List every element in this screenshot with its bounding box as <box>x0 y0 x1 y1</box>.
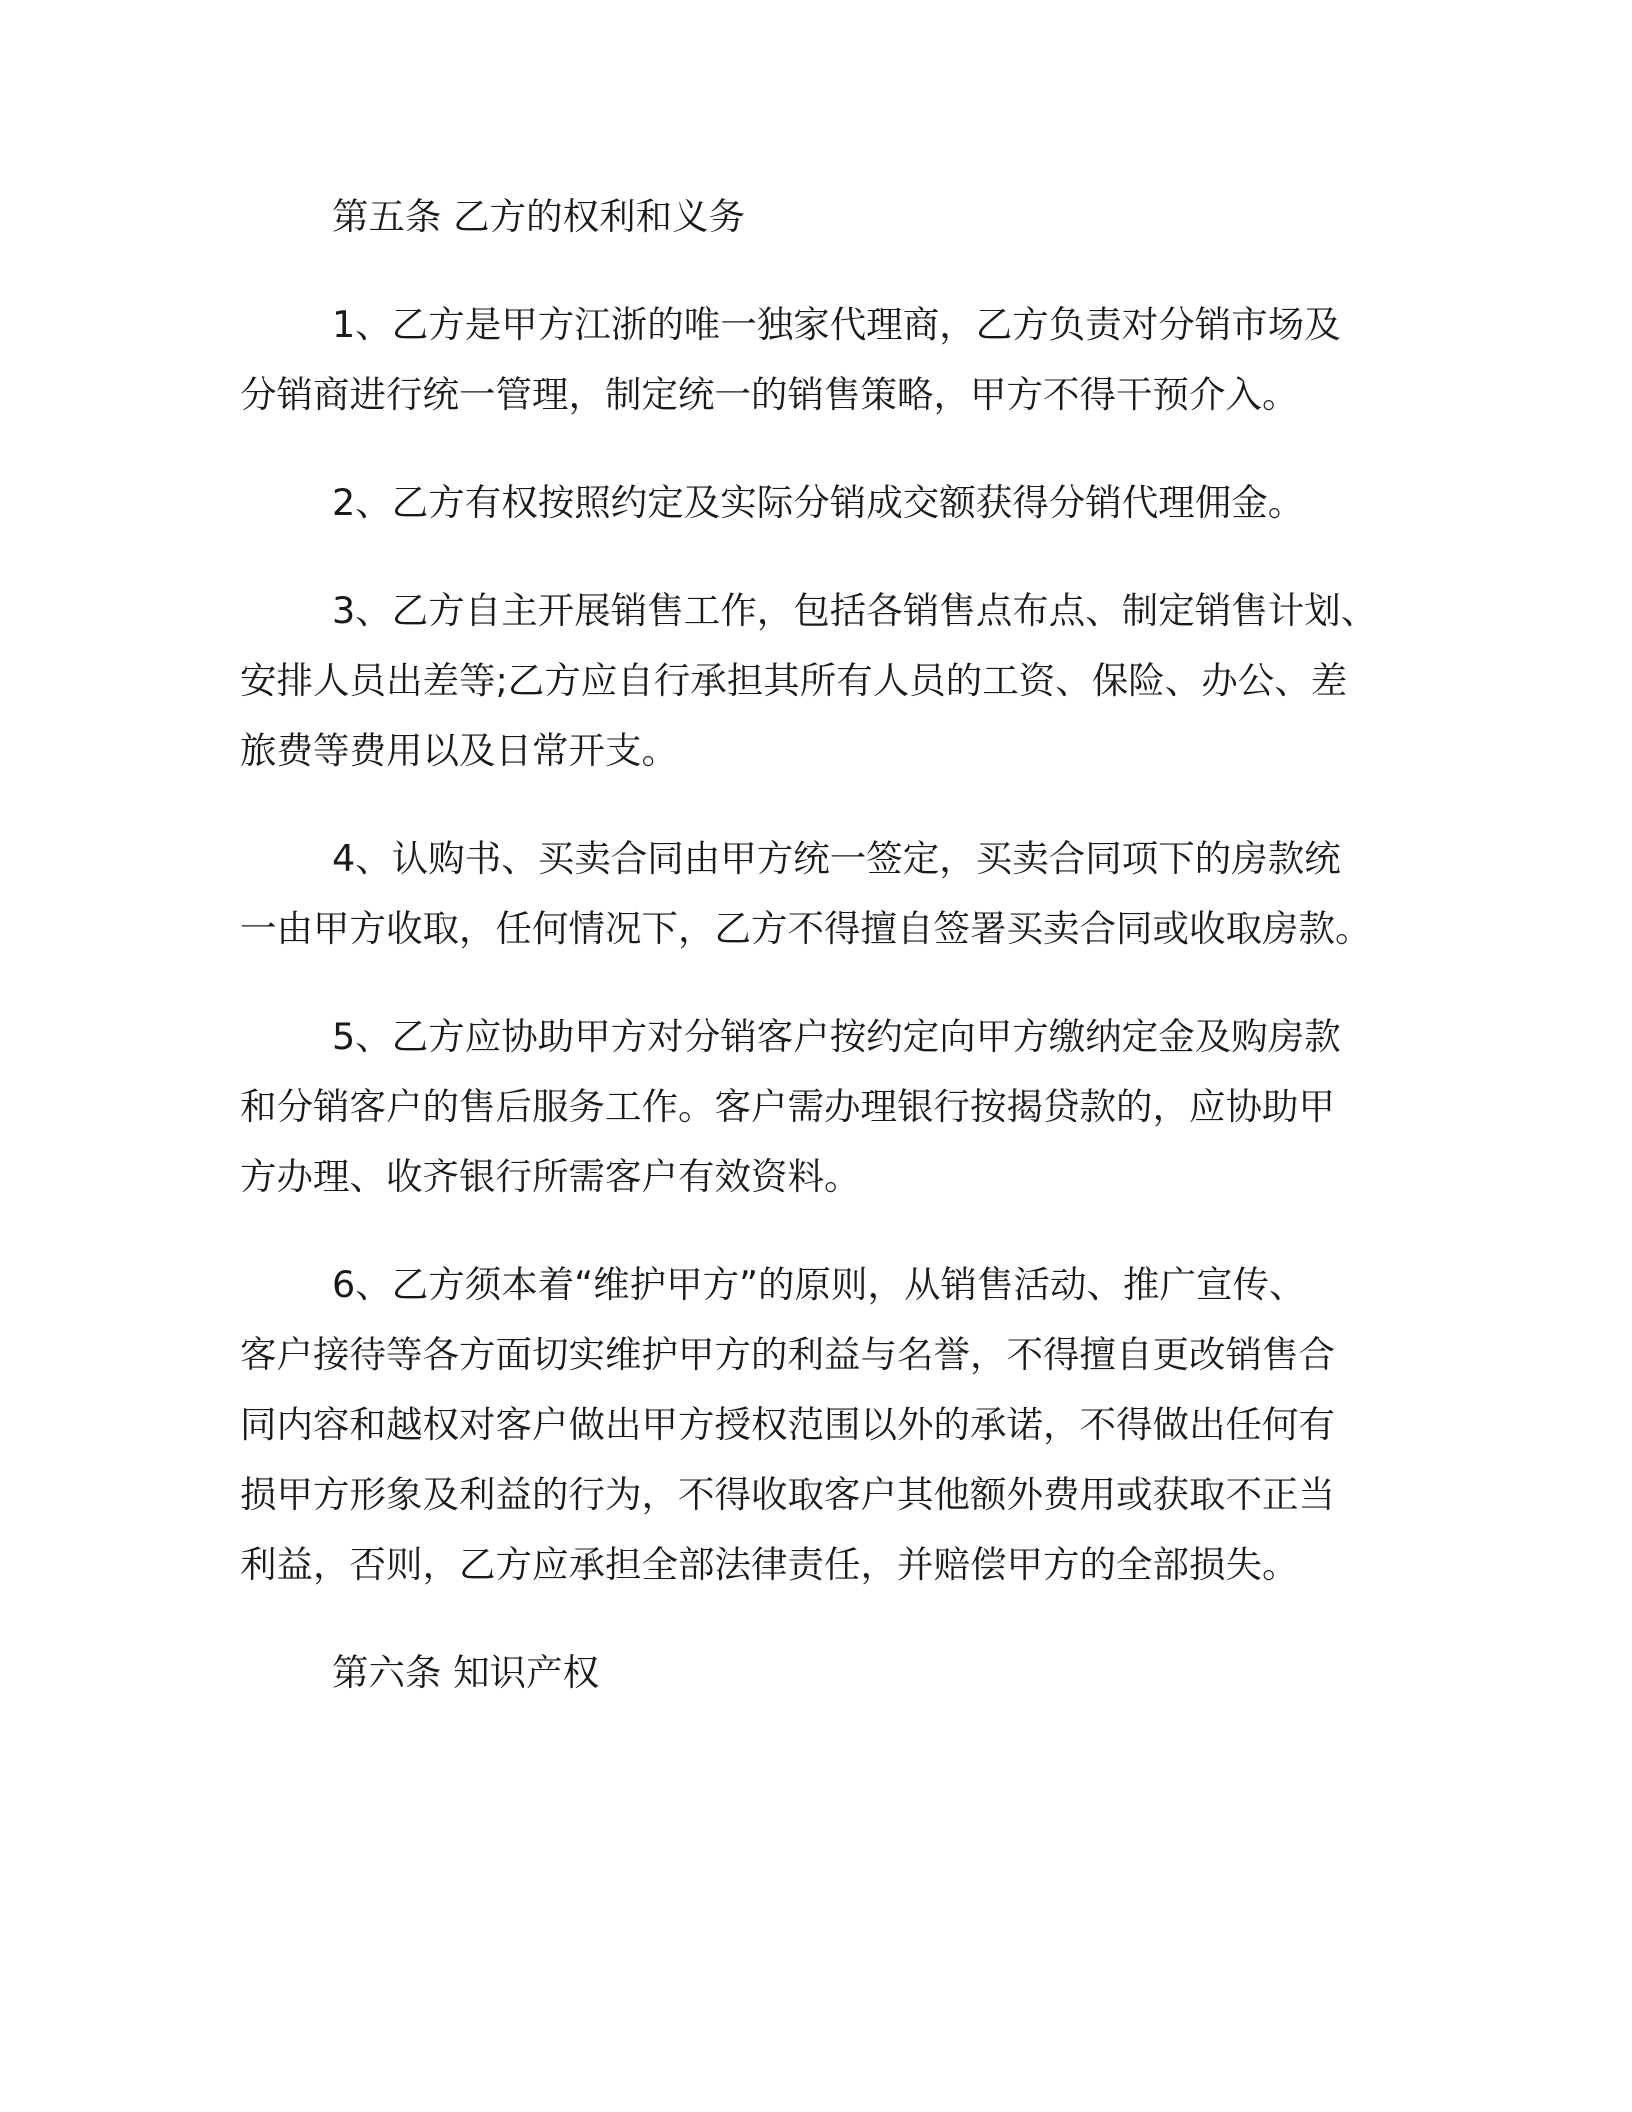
clause-text-line: 旅费等费用以及日常开支。 <box>240 729 678 772</box>
clause-text-line: 和分销客户的售后服务工作。客户需办理银行按揭贷款的，应协助甲 <box>240 1085 1335 1128</box>
clause-text-line: 6、乙方须本着“维护甲方”的原则，从销售活动、推广宣传、 <box>332 1263 1306 1306</box>
section-heading-6: 第六条 知识产权 <box>332 1651 600 1694</box>
clause-4 <box>240 824 1390 964</box>
clause-5 <box>240 1002 1390 1212</box>
clause-text-line: 5、乙方应协助甲方对分销客户按约定向甲方缴纳定金及购房款 <box>332 1015 1341 1058</box>
clause-text-line: 3、乙方自主开展销售工作，包括各销售点布点、制定销售计划、 <box>332 589 1378 632</box>
clause-1 <box>240 290 1390 430</box>
clause-text-line: 方办理、收齐银行所需客户有效资料。 <box>240 1155 861 1198</box>
clause-6 <box>240 1250 1390 1600</box>
clause-2 <box>240 468 1390 538</box>
document-body <box>240 182 1390 1708</box>
clause-text-line: 安排人员出差等;乙方应自行承担其所有人员的工资、保险、办公、差 <box>240 659 1348 702</box>
clause-text-line: 一由甲方收取，任何情况下，乙方不得擅自签署买卖合同或收取房款。 <box>240 907 1372 950</box>
section-heading-5: 第五条 乙方的权利和义务 <box>332 195 746 238</box>
clause-text-line: 损甲方形象及利益的行为，不得收取客户其他额外费用或获取不正当 <box>240 1473 1335 1516</box>
clause-text-line: 4、认购书、买卖合同由甲方统一签定，买卖合同项下的房款统 <box>332 837 1341 880</box>
clause-text-line: 2、乙方有权按照约定及实际分销成交额获得分销代理佣金。 <box>332 481 1305 524</box>
clause-text-line: 利益，否则，乙方应承担全部法律责任，并赔偿甲方的全部损失。 <box>240 1543 1299 1586</box>
clause-text-line: 同内容和越权对客户做出甲方授权范围以外的承诺，不得做出任何有 <box>240 1403 1335 1446</box>
clause-text-line: 分销商进行统一管理，制定统一的销售策略，甲方不得干预介入。 <box>240 373 1299 416</box>
clause-3 <box>240 576 1390 786</box>
clause-text-line: 1、乙方是甲方江浙的唯一独家代理商，乙方负责对分销市场及 <box>332 303 1341 346</box>
clause-text-line: 客户接待等各方面切实维护甲方的利益与名誉，不得擅自更改销售合 <box>240 1333 1335 1376</box>
